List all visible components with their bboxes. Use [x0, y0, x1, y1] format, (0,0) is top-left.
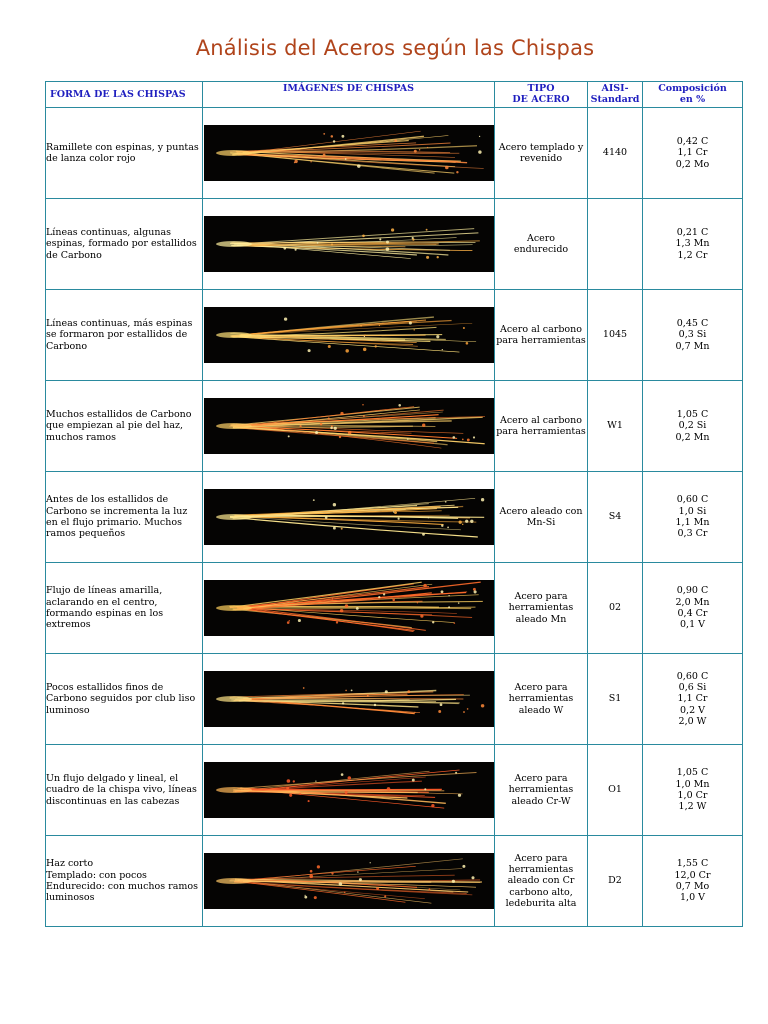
spark-image-cell	[203, 472, 495, 563]
spark-shape-description: Ramillete con espinas, y puntas de lanza color rojo	[46, 108, 203, 199]
table-row	[46, 472, 743, 563]
composition: 1,55 C 12,0 Cr 0,7 Mo 1,0 V	[643, 836, 743, 927]
table-row	[46, 199, 743, 290]
spark-image-cell	[203, 381, 495, 472]
header-aisi: AISI- Standard	[588, 82, 643, 108]
page-title: Análisis del Aceros según las Chispas	[195, 36, 595, 60]
aisi-standard: 02	[588, 563, 643, 654]
steel-type: Acero para herramientas aleado Mn	[495, 563, 588, 654]
spark-image	[204, 671, 494, 727]
aisi-standard: 4140	[588, 108, 643, 199]
steel-type: Acero para herramientas aleado Cr-W	[495, 745, 588, 836]
spark-shape-description: Pocos estallidos finos de Carbono seguidos por club liso luminoso	[46, 654, 203, 745]
spark-image-cell	[203, 290, 495, 381]
header-forma: FORMA DE LAS CHISPAS	[46, 82, 203, 108]
spark-image	[204, 489, 494, 545]
composition: 0,60 C 0,6 Si 1,1 Cr 0,2 V 2,0 W	[643, 654, 743, 745]
spark-analysis-table	[45, 81, 743, 927]
spark-image	[204, 580, 494, 636]
steel-type: Acero al carbono para herramientas	[495, 290, 588, 381]
table-row	[46, 836, 743, 927]
composition: 0,60 C 1,0 Si 1,1 Mn 0,3 Cr	[643, 472, 743, 563]
spark-image-cell	[203, 745, 495, 836]
steel-type: Acero templado y revenido	[495, 108, 588, 199]
spark-shape-description: Antes de los estallidos de Carbono se incrementa la luz en el flujo primario. Muchos ramos pequeños	[46, 472, 203, 563]
spark-image-cell	[203, 108, 495, 199]
table-row	[46, 381, 743, 472]
spark-image	[204, 762, 494, 818]
spark-shape-description: Haz corto Templado: con pocos Endurecido: con muchos ramos luminosos	[46, 836, 203, 927]
spark-image	[204, 398, 494, 454]
spark-image	[204, 853, 494, 909]
aisi-standard: D2	[588, 836, 643, 927]
composition: 0,90 C 2,0 Mn 0,4 Cr 0,1 V	[643, 563, 743, 654]
steel-type: Acero endurecido	[495, 199, 588, 290]
spark-shape-description: Líneas continuas, algunas espinas, formado por estallidos de Carbono	[46, 199, 203, 290]
aisi-standard: W1	[588, 381, 643, 472]
aisi-standard	[588, 199, 643, 290]
table-row	[46, 108, 743, 199]
table-header-row	[46, 82, 743, 108]
spark-shape-description: Muchos estallidos de Carbono que empiezan al pie del haz, muchos ramos	[46, 381, 203, 472]
spark-image	[204, 125, 494, 181]
composition: 0,21 C 1,3 Mn 1,2 Cr	[643, 199, 743, 290]
spark-image-cell	[203, 654, 495, 745]
steel-type: Acero para herramientas aleado W	[495, 654, 588, 745]
spark-shape-description: Líneas continuas, más espinas se formaron por estallidos de Carbono	[46, 290, 203, 381]
spark-image-cell	[203, 199, 495, 290]
table-row	[46, 654, 743, 745]
composition: 1,05 C 0,2 Si 0,2 Mn	[643, 381, 743, 472]
aisi-standard: O1	[588, 745, 643, 836]
header-tipo: TIPO DE ACERO	[495, 82, 588, 108]
spark-image	[204, 307, 494, 363]
table-row	[46, 290, 743, 381]
steel-type: Acero para herramientas aleado con Cr carbono alto, ledeburita alta	[495, 836, 588, 927]
steel-type: Acero al carbono para herramientas	[495, 381, 588, 472]
table-row	[46, 563, 743, 654]
aisi-standard: 1045	[588, 290, 643, 381]
spark-image	[204, 216, 494, 272]
header-imagenes: IMÁGENES DE CHISPAS	[203, 82, 495, 108]
spark-shape-description: Flujo de líneas amarilla, aclarando en el centro, formando espinas en los extremos	[46, 563, 203, 654]
aisi-standard: S1	[588, 654, 643, 745]
aisi-standard: S4	[588, 472, 643, 563]
table-row	[46, 745, 743, 836]
spark-image-cell	[203, 563, 495, 654]
composition: 0,45 C 0,3 Si 0,7 Mn	[643, 290, 743, 381]
composition: 0,42 C 1,1 Cr 0,2 Mo	[643, 108, 743, 199]
spark-image-cell	[203, 836, 495, 927]
spark-shape-description: Un flujo delgado y lineal, el cuadro de la chispa vivo, líneas discontinuas en las cabezas	[46, 745, 203, 836]
steel-type: Acero aleado con Mn-Si	[495, 472, 588, 563]
composition: 1,05 C 1,0 Mn 1,0 Cr 1,2 W	[643, 745, 743, 836]
header-composicion: Composición en %	[643, 82, 743, 108]
